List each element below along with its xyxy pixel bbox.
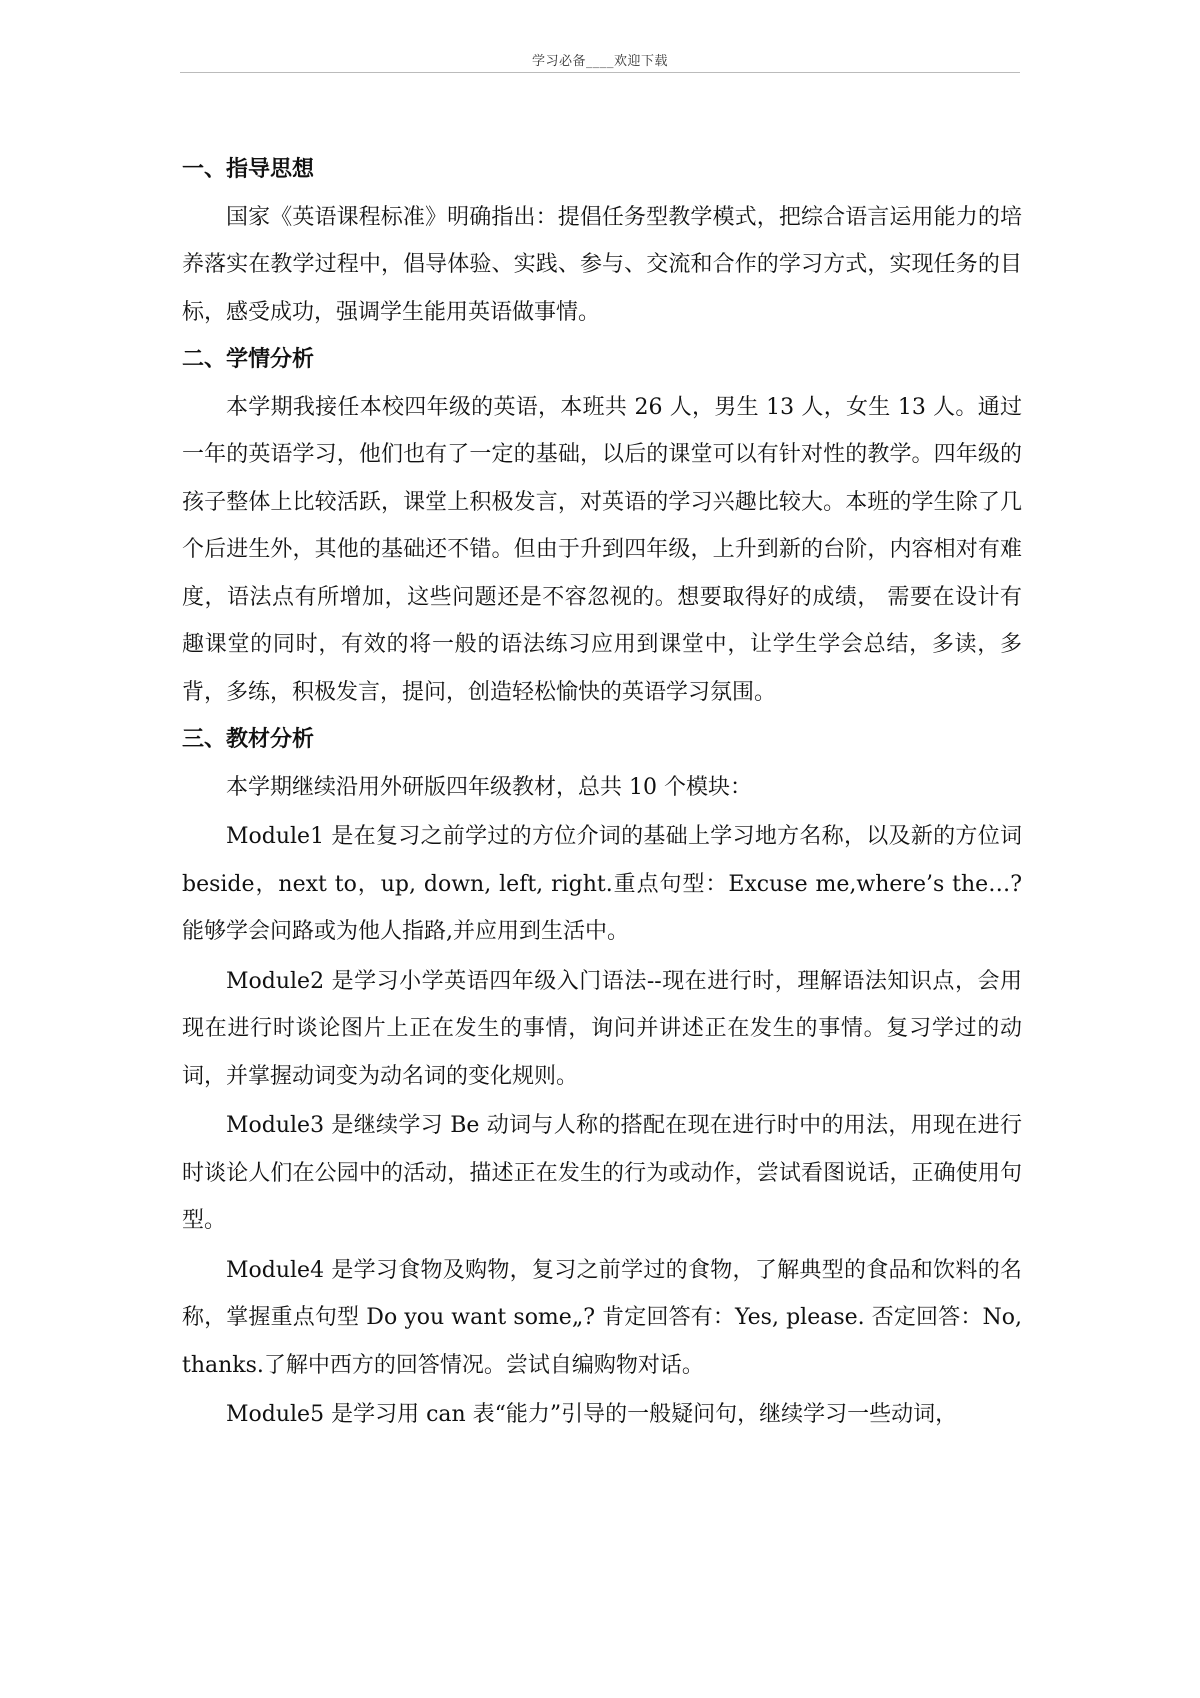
section-heading: 三、教材分析 (182, 727, 315, 752)
paragraph: 本学期继续沿用外研版四年级教材，总共 10 个模块： (226, 774, 752, 800)
section-heading: 一、指导思想 (182, 157, 315, 182)
paragraph-module2: Module2 是学习小学英语四年级入门语法--现在进行时，理解语法知识点，会用现在进行时谈论图片上正在发生的事情，询问并讲述正在发生的事情。复习学过的动词，并掌握动词变为动名词的变化规则。 (182, 968, 1022, 1089)
header-divider (180, 72, 1020, 73)
paragraph-module4: Module4 是学习食物及购物，复习之前学过的食物，了解典型的食品和饮料的名称，掌握重点句型 Do you want some„? 肯定回答有：Yes, please. 否定回答：No, thanks.了解中西方的回答情况。尝试自编购物对话。 (182, 1257, 1022, 1378)
paragraph-module1: Module1 是在复习之前学过的方位介词的基础上学习地方名称，以及新的方位词 beside，next to，up, down, left, right.重点句型：Excuse me,where’s the…? 能够学会问路或为他人指路,并应用到生活中。 (182, 824, 1022, 944)
section-textbook-analysis (182, 716, 1022, 1439)
paragraph-module5: Module5 是学习用 can 表“能力”引导的一般疑问句，继续学习一些动词， (226, 1402, 958, 1427)
paragraph-module3: Module3 是继续学习 Be 动词与人称的搭配在现在进行时中的用法，用现在进行时谈论人们在公园中的活动，描述正在发生的行为或动作，尝试看图说话，正确使用句型。 (182, 1113, 1022, 1233)
paragraph: 国家《英语课程标准》明确指出：提倡任务型教学模式，把综合语言运用能力的培养落实在教学过程中，倡导体验、实践、参与、交流和合作的学习方式，实现任务的目标，感受成功，强调学生能用英语做事情。 (182, 204, 1022, 325)
section-student-analysis (182, 336, 1022, 716)
paragraph: 本学期我接任本校四年级的英语，本班共 26 人，男生 13 人，女生 13 人。通过一年的英语学习，他们也有了一定的基础，以后的课堂可以有针对性的教学。四年级的孩子整体上比较活跃，课堂上积极发言，对英语的学习兴趣比较大。本班的学生除了几个后进生外，其他的基础还不错。但由于升到四年级，上升到新的台阶，内容相对有难度，语法点有所增加，这些问题还是不容忽视的。想要取得好的成绩， 需要在设计有趣课堂的同时，有效的将一般的语法练习应用到课堂中，让学生学会总结，多读，多背，多练，积极发言，提问，创造轻松愉快的英语学习氛围。 (182, 394, 1022, 705)
section-guiding-ideology (182, 146, 1022, 336)
section-heading: 二、学情分析 (182, 347, 315, 372)
document-body (182, 146, 1022, 1439)
page-header: 学习必备____欢迎下载 (531, 54, 668, 69)
